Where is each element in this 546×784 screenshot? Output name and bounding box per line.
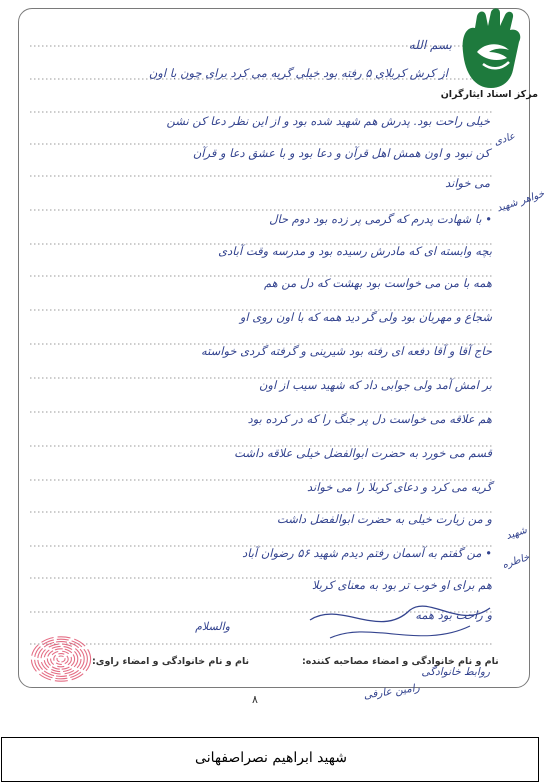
handwritten-line: • با شهادت پدرم که گرمی پر زده بود دوم حال bbox=[269, 212, 492, 226]
handwritten-line: والسلام bbox=[195, 620, 230, 633]
handwritten-line: و من زیارت خیلی به حضرت ابوالفضل داشت bbox=[276, 512, 492, 526]
page-number: ۸ bbox=[252, 693, 258, 706]
handwritten-line: و راحت بود همه bbox=[415, 608, 492, 622]
handwritten-line: خیلی راحت بود. پدرش هم شهید شده بود و از این نظر دعا کن نشن bbox=[166, 114, 490, 128]
handwritten-line: بچه وابسته ای که مادرش رسیده بود و مدرسه وقت آبادی bbox=[218, 244, 492, 258]
fingerprint-ridge bbox=[54, 654, 68, 665]
narrator-signature-label: نام و نام خانوادگی و امضاء راوی: bbox=[92, 656, 250, 667]
handwritten-line: کن نبود و اون همش اهل قرآن و دعا بود و با عشق دعا و قرآن bbox=[192, 146, 490, 160]
caption-box bbox=[1, 737, 539, 782]
signature-name: رامین عارفی bbox=[362, 681, 421, 702]
handwritten-line: قسم می خورد به حضرت ابوالفضل خیلی علاقه داشت bbox=[234, 446, 492, 460]
handwritten-line: بر امش آمد ولی جوابی داد که شهید سیب از اون bbox=[258, 378, 492, 392]
handwritten-line: گریه می کرد و دعای کربلا را می خواند bbox=[306, 480, 492, 494]
fingerprint-ridge bbox=[38, 642, 84, 677]
margin-note: خاطره bbox=[500, 551, 531, 572]
handwritten-line: بسم الله bbox=[408, 38, 452, 52]
handwritten-line: شجاع و مهربان بود ولی گر دید همه که با اون روی او bbox=[239, 310, 492, 324]
signature-caption: روابط خانوادگی bbox=[421, 666, 490, 678]
caption-text: شهید ابراهیم نصراصفهانی bbox=[195, 750, 347, 766]
margin-note: خواهر شهید bbox=[495, 188, 546, 215]
fingerprint-ridge bbox=[35, 639, 88, 679]
handwritten-line: همه با من می خواست بود بهشت که دل من هم bbox=[263, 276, 492, 290]
margin-note: شهید bbox=[504, 524, 529, 543]
handwritten-line: حاج آقا و آقا دفعه ای رفته بود شیرینی و گرفته گردی خواسته bbox=[201, 344, 492, 358]
margin-note: عادی bbox=[492, 130, 517, 149]
fingerprint-ridge bbox=[47, 649, 74, 669]
handwritten-line: می خواند bbox=[445, 176, 490, 190]
interviewer-signature-label: نام و نام خانوادگی و امضاء مصاحبه کننده: bbox=[302, 656, 499, 667]
handwritten-line: از کرش کربلای ۵ رفته بود خیلی گریه می کرد برای چون با اون bbox=[148, 66, 448, 80]
fingerprint-stamp-icon bbox=[28, 632, 94, 686]
handwritten-line: هم علاقه می خواست دل پر جنگ را که در کرده بود bbox=[247, 412, 492, 426]
fingerprint-ridge bbox=[57, 656, 65, 662]
fingerprint-ridge bbox=[31, 637, 90, 681]
handwritten-line: • من گفتم به آسمان رفتم دیدم شهید ۵۶ رضوان آباد bbox=[242, 546, 492, 560]
logo-label: مرکز اسناد ایثارگران bbox=[440, 89, 538, 100]
fingerprint-ridge bbox=[44, 646, 78, 671]
handwritten-line: هم برای او خوب تر بود به معنای کربلا bbox=[311, 578, 492, 592]
